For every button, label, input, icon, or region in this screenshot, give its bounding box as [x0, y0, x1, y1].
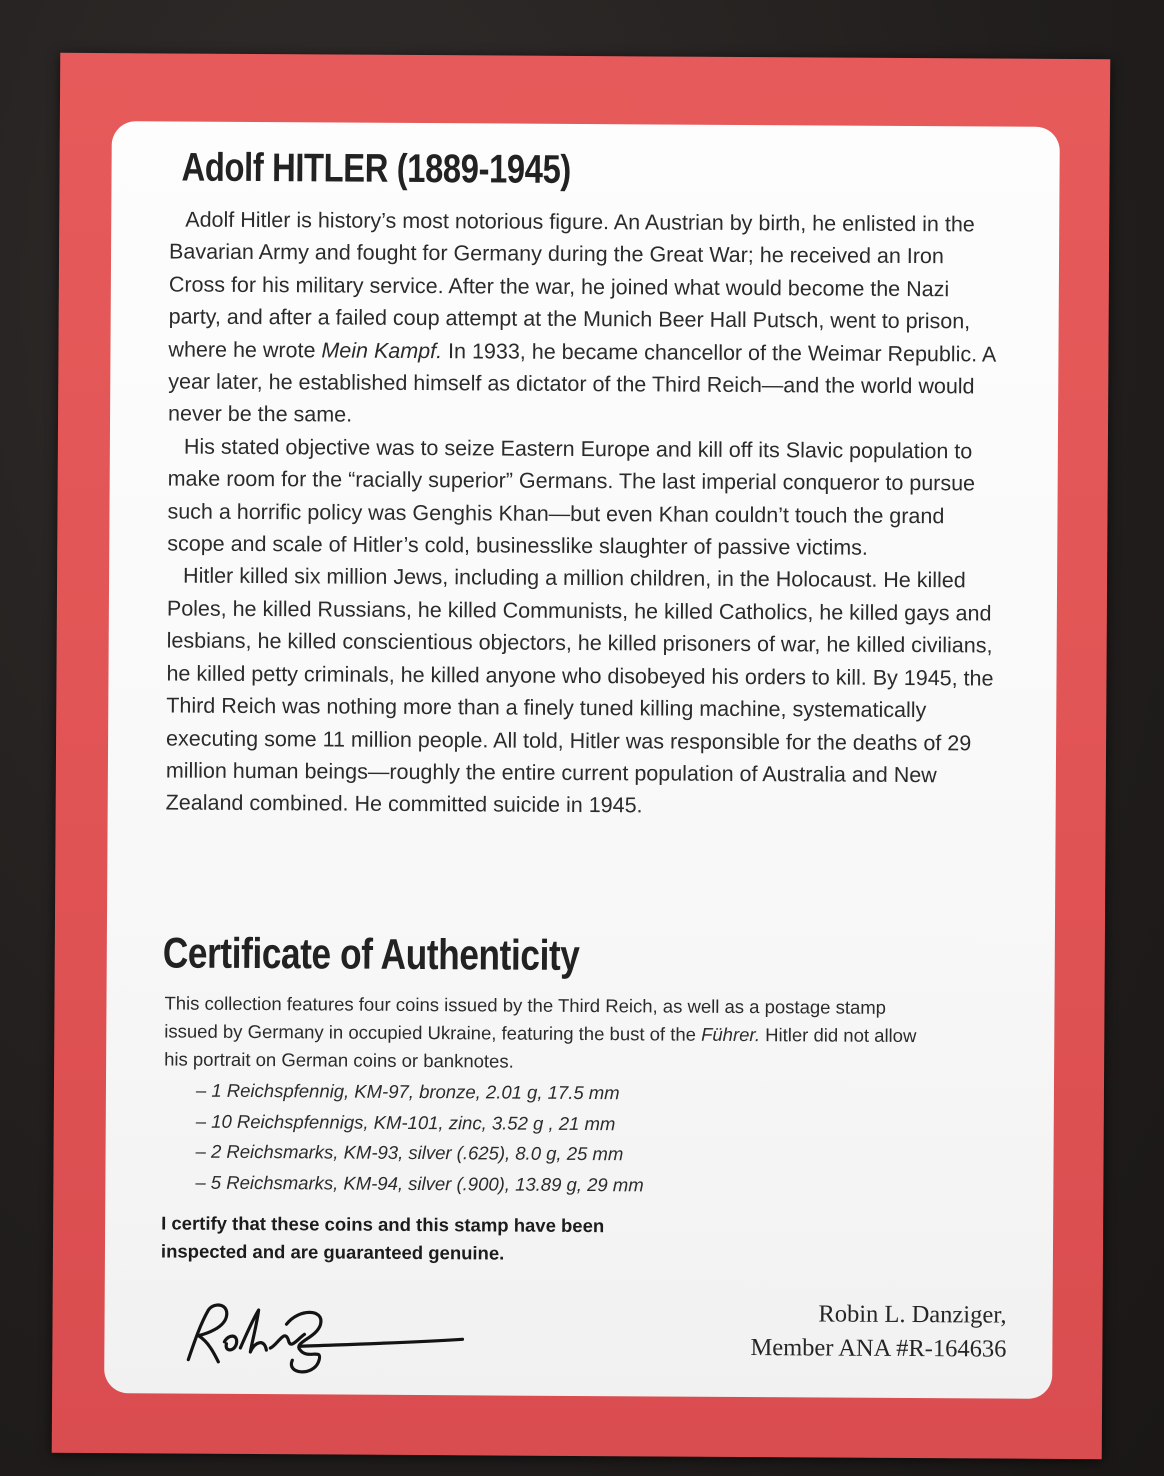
- certification-line-2: inspected and are guaranteed genuine.: [160, 1240, 505, 1264]
- bio-paragraph-1: [168, 203, 999, 435]
- coin-item: – 2 Reichsmarks, KM-93, silver (.625), 8.0 g, 25 mm: [195, 1137, 643, 1170]
- certificate-intro: [164, 989, 944, 1078]
- bio-paragraph-3: Hitler killed six million Jews, including a million children, in the Holocaust. He killed Poles, he killed Russians, he killed Communists, he killed Catholics, he killed gays and lesbians, he killed conscientious objectors, he killed prisoners of war, he killed civilians, he killed petty criminals, he killed anyone who disobeyed his orders to kill. By 1945, the Third Reich was nothing more than a finely tuned killing machine, systematically executing some 11 million people. All told, Hitler was responsible for the deaths of 29 million human beings—roughly the entire current population of Australia and New Zealand combined. He committed suicide in 1945.: [165, 564, 994, 818]
- certificate-card: [52, 53, 1111, 1459]
- handwritten-signature: [174, 1298, 474, 1380]
- bio-title: Adolf HITLER (1889-1945): [181, 145, 572, 192]
- certificate-intro-end: Hitler did not allow his portrait on German coins or banknotes.: [164, 1024, 917, 1072]
- signer-membership: Member ANA #R-164636: [750, 1334, 1007, 1363]
- bio-paragraph-2: His stated objective was to seize Eastern Europe and kill off its Slavic population to make room for the “racially superior” Germans. The last imperial conqueror to pursue such a horrific policy was Genghis Khan—but even Khan couldn’t touch the grand scope and scale of Hitler’s cold, businesslike slaughter of passive victims.: [167, 434, 976, 560]
- bio-text: [166, 203, 1000, 824]
- certificate-panel: [104, 121, 1060, 1399]
- coin-item: – 5 Reichsmarks, KM-94, silver (.900), 13.89 g, 29 mm: [195, 1167, 643, 1200]
- certification-line-1: I certify that these coins and this stamp have been: [161, 1212, 605, 1237]
- certificate-intro-start: This collection features four coins issued by the Third Reich, as well as a postage stamp issued by Germany in occupied Ukraine, featuring the bust of the: [164, 992, 887, 1045]
- book-title: Mein Kampf.: [321, 338, 443, 363]
- fuhrer-word: Führer.: [701, 1023, 761, 1046]
- coin-list: [195, 1076, 644, 1201]
- bio-paragraph-1-end: In 1933, he became chancellor of the Weimar Republic. A year later, he established himself as dictator of the Third Reich—and the world would never be the same.: [168, 338, 996, 428]
- signer-name: Robin L. Danziger,: [818, 1300, 1007, 1329]
- certification-statement: [161, 1209, 761, 1269]
- coin-item: – 1 Reichspfennig, KM-97, bronze, 2.01 g, 17.5 mm: [196, 1076, 644, 1109]
- bio-paragraph-1-start: Adolf Hitler is history’s most notorious figure. An Austrian by birth, he enlisted in the Bavarian Army and fought for Germany during the Great War; he received an Iron Cross for his military service. After the war, he joined what would become the Nazi party, and after a failed coup attempt at the Munich Beer Hall Putsch, went to prison, where he wrote: [168, 207, 975, 363]
- signer-block: [750, 1297, 1006, 1367]
- certificate-title: Certificate of Authenticity: [162, 929, 580, 980]
- coin-item: – 10 Reichspfennigs, KM-101, zinc, 3.52 g , 21 mm: [196, 1106, 644, 1139]
